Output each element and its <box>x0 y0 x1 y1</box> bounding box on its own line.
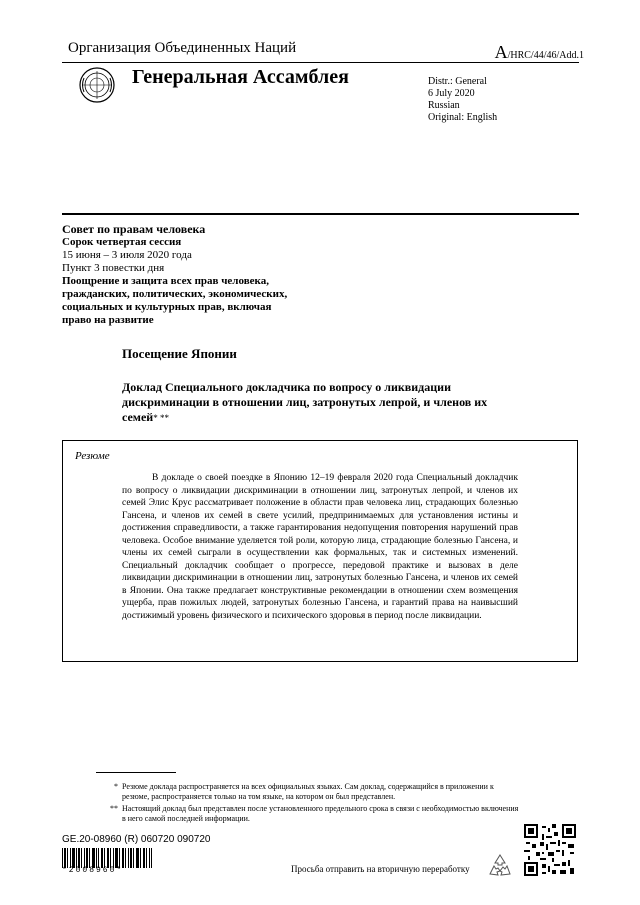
agenda-item: Пункт 3 повестки дня <box>62 262 165 274</box>
barcode-number: *2008960* <box>62 866 124 875</box>
recycle-icon <box>486 852 514 880</box>
summary-heading: Резюме <box>75 450 110 462</box>
footnote-text: Настоящий доклад был представлен после установленного предельного срока в связи с необходимостью включения в него самой последней информации. <box>122 804 519 823</box>
section-rule <box>62 213 579 215</box>
ge-code: GE.20-08960 (R) 060720 090720 <box>62 834 211 845</box>
header-rule <box>62 62 579 63</box>
symbol-code: /HRC/44/46/Add.1 <box>507 50 584 61</box>
symbol-letter: A <box>494 42 508 62</box>
assembly-title: Генеральная Ассамблея <box>132 66 349 88</box>
language-line: Russian <box>428 100 460 111</box>
organization-name: Организация Объединенных Наций <box>68 40 297 56</box>
footnote-mark: * <box>114 782 118 791</box>
original-line: Original: English <box>428 112 498 123</box>
footnote-rule <box>96 772 176 773</box>
report-title-text: Доклад Специального докладчика по вопросу о ликвидации дискриминации в отношении лиц, затронутых лепрой, и членов их семей <box>122 380 488 424</box>
distr-line: Distr.: General <box>428 76 487 87</box>
council-title: Совет по правам человека <box>62 222 206 236</box>
topic-line: социальных и культурных прав, включая <box>62 301 272 313</box>
footnote-text: Резюме доклада распространяется на всех официальных языках. Сам доклад, содержащийся в приложении к резюме, распространяется только на том языке, на котором он был представлен. <box>122 782 494 801</box>
document-title: Посещение Японии <box>122 346 237 361</box>
qr-code-icon <box>524 824 576 876</box>
topic-line: право на развитие <box>62 314 154 326</box>
report-title <box>122 380 522 426</box>
session-name: Сорок четвертая сессия <box>62 236 182 248</box>
footnote <box>100 782 520 802</box>
topic-line: Поощрение и защита всех прав человека, <box>62 275 269 287</box>
recycle-note: Просьба отправить на вторичную переработку <box>291 864 470 874</box>
topic-line: гражданских, политических, экономических, <box>62 288 288 300</box>
un-emblem-icon <box>78 66 116 104</box>
council-block <box>62 223 287 327</box>
summary-text: В докладе о своей поездке в Японию 12–19 февраля 2020 года Специальный докладчик по вопросу о ликвидации дискриминации в отношении лиц, затронутых лепрой, и членов их семей Элис Крус рассматривает положение в области прав человека лиц, страдающих болезнью Гансена, и членов их семей в свете усилий, предпринимаемых для установления истины и достижения справедливости, а также гарантирования недопущения повторения нарушений прав человека. Особое внимание уделяется той роли, которую лица, страдающие болезнью Гансена, и члены их семей сыграли в осуществлении как формальных, так и системных изменений. Специальный докладчик сообщает о прогрессе, передовой практике и вызовах в деле ликвидации дискриминации в отношении лиц, затронутых болезнью Гансена, и членов их семей в Японии. Она также предлагает конструктивные рекомендации в отношении схем возмещения ущерба, прав пожилых людей, затронутых болезнью Гансена, и гарантий права на наивысший достижимый уровень физического и психического здоровья в период после ликвидации. <box>122 473 518 621</box>
footnote-mark: ** <box>110 804 118 813</box>
barcode-icon <box>62 848 152 868</box>
date-line: 6 July 2020 <box>428 88 475 99</box>
distribution-info <box>428 76 497 124</box>
session-dates: 15 июня – 3 июля 2020 года <box>62 249 192 261</box>
document-symbol <box>495 42 584 63</box>
footnote <box>100 804 520 824</box>
footnote-marks: * ** <box>153 413 169 423</box>
